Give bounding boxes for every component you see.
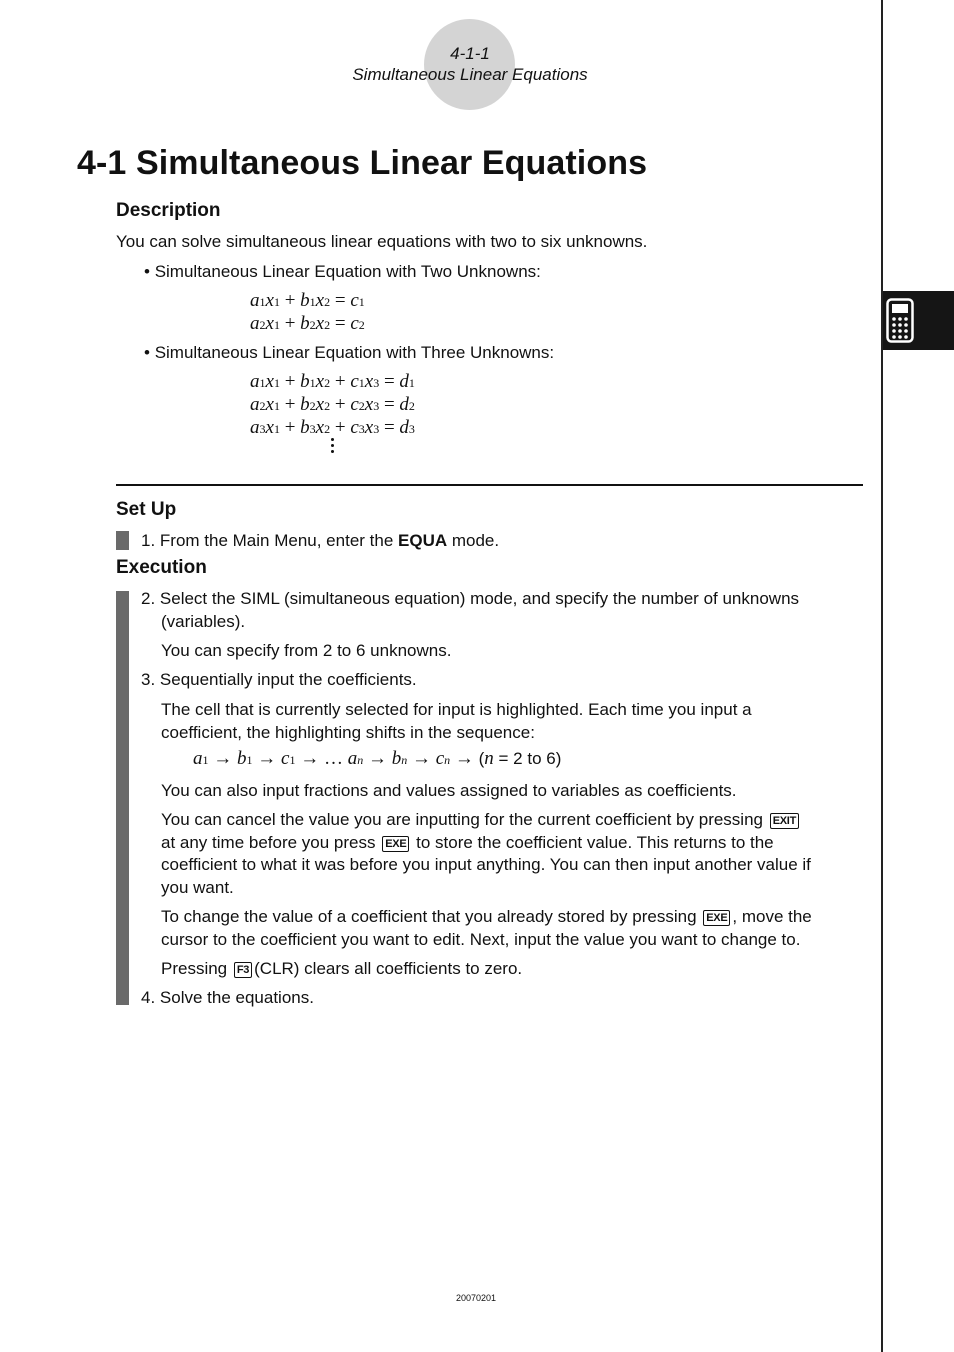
bullet-dot: • (144, 262, 150, 281)
cancel-text-b: at any time before you press (161, 833, 376, 852)
right-margin-rule (881, 0, 883, 1352)
equation-3u-row2: a2x1 + b2x2 + c2x3 = d2 (250, 394, 415, 415)
bullet-dot: • (144, 343, 150, 362)
vertical-ellipsis (330, 437, 336, 455)
bullet-three-unknowns (144, 341, 554, 364)
description-heading: Description (116, 200, 221, 221)
exe-key-icon: EXE (382, 836, 409, 852)
cancel-text-c: to store the coefficient value. This returns to the (416, 833, 774, 852)
coefficient-sequence: a1 → b1 → c1 → … an → bn → cn → (n = 2 to 6) (193, 748, 562, 769)
execution-step4: 4. Solve the equations. (141, 988, 314, 1007)
setup-step1 (141, 529, 499, 552)
setup-heading: Set Up (116, 499, 177, 520)
clr-note (161, 957, 522, 980)
bullet-two-unknowns (144, 260, 541, 283)
execution-heading: Execution (116, 557, 207, 578)
fractions-note: You can also input fractions and values assigned to variables as coefficients. (161, 781, 737, 800)
section-title: Simultaneous Linear Equations (352, 65, 588, 84)
cancel-note-line1 (161, 808, 801, 831)
section-number: 4-1-1 (450, 44, 490, 63)
equation-3u-row1: a1x1 + b1x2 + c1x3 = d1 (250, 371, 415, 392)
equa-mode-name: EQUA (398, 531, 448, 550)
execution-bar (116, 591, 129, 1005)
equation-2u-row2: a2x1 + b2x2 = c2 (250, 313, 365, 334)
bullet-two-text: Simultaneous Linear Equation with Two Unknowns: (154, 262, 541, 281)
equation-3u-row3: a3x1 + b3x2 + c3x3 = d3 (250, 417, 415, 438)
sequence-range: = 2 to 6) (493, 749, 562, 768)
step3-note: The cell that is currently selected for input is highlighted. Each time you input a coefficient, the highlighting shifts in the sequence: (161, 700, 752, 742)
cancel-note-line3: coefficient to what it was before you input anything. You can then input another value if (161, 855, 811, 874)
execution-step2: 2. Select the SIML (simultaneous equation) mode, and specify the number of unknowns (variables). (141, 589, 800, 631)
equation-2u-row1: a1x1 + b1x2 = c1 (250, 290, 365, 311)
cancel-note-line4: you want. (161, 878, 234, 897)
footer-code: 20070201 (455, 1293, 497, 1303)
change-note-line2: cursor to the coefficient you want to edit. Next, input the value you want to change to. (161, 930, 801, 949)
exe-key-icon: EXE (703, 910, 730, 926)
cancel-note-line2 (161, 831, 774, 854)
cancel-text-a: You can cancel the value you are inputting for the current coefficient by pressing (161, 810, 763, 829)
step1-text: 1. From the Main Menu, enter the (141, 531, 399, 550)
description-intro: You can solve simultaneous linear equations with two to six unknowns. (116, 232, 648, 251)
step2-note: You can specify from 2 to 6 unknowns. (161, 641, 452, 660)
f3-key-icon: F3 (234, 962, 252, 978)
page-title: 4-1 Simultaneous Linear Equations (77, 144, 648, 182)
change-text-b: , move the (732, 907, 812, 926)
exit-key-icon: EXIT (770, 813, 799, 829)
change-text-a: To change the value of a coefficient that you already stored by pressing (161, 907, 697, 926)
setup-bar (116, 531, 129, 550)
clr-text-a: Pressing (161, 959, 228, 978)
chapter-tab (883, 291, 954, 350)
calculator-icon (886, 298, 916, 344)
section-divider (116, 484, 863, 486)
execution-step3: 3. Sequentially input the coefficients. (141, 670, 417, 689)
bullet-three-text: Simultaneous Linear Equation with Three Unknowns: (154, 343, 555, 362)
change-note-line1 (161, 905, 812, 928)
clr-text-b: (CLR) clears all coefficients to zero. (254, 959, 523, 978)
step1-suffix: mode. (447, 531, 500, 550)
